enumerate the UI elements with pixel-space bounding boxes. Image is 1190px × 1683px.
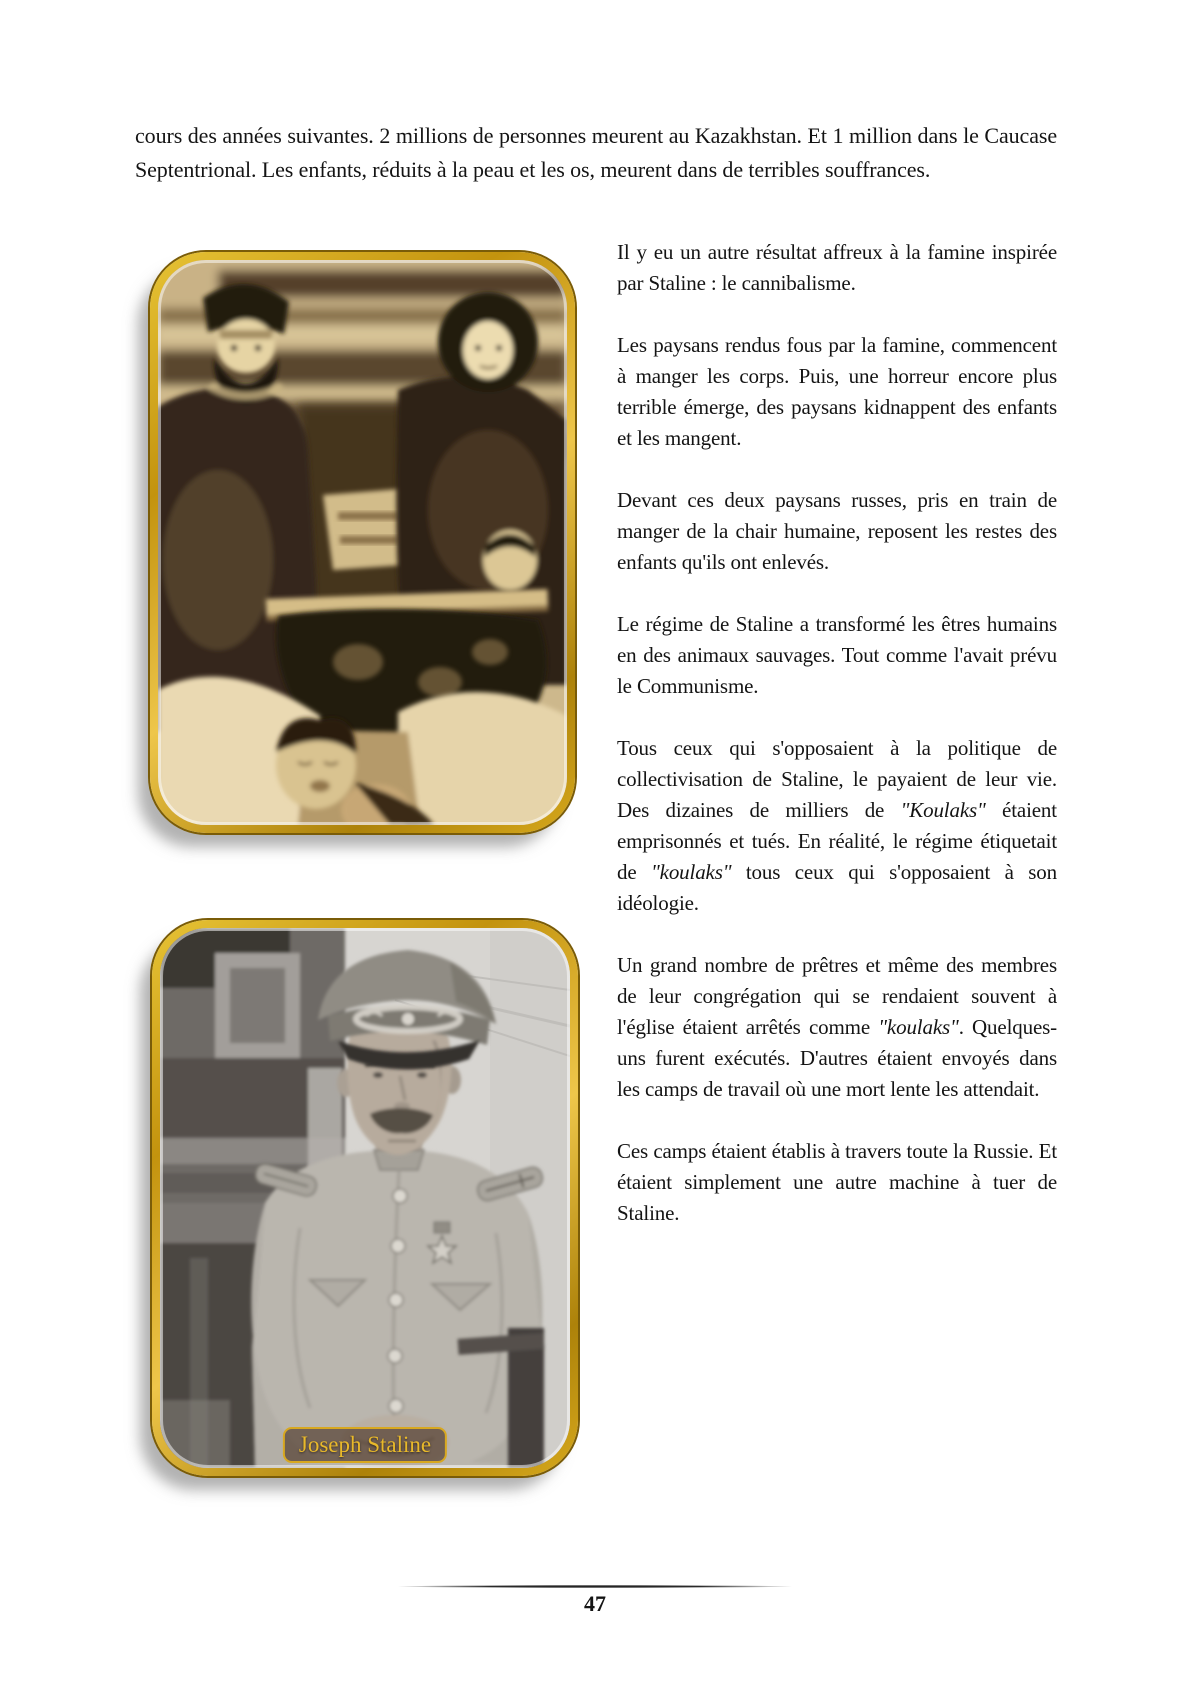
paragraph: Il y eu un autre résultat affreux à la famine inspirée par Staline : le cannibalisme. [617, 240, 1057, 295]
stalin-photo [152, 920, 578, 1476]
paragraph: Un grand nombre de prêtres et même des membres de leur congrégation qui se rendaient souvent à l'église étaient arrêtés comme "koulaks". Quelques-uns furent exécutés. D'autres étaient envoyés dans les camps de travail où une mort lente les attendait. [617, 953, 1057, 1101]
stalin-caption-label [283, 1427, 447, 1463]
intro-paragraph: cours des années suivantes. 2 millions de personnes meurent au Kazakhstan. Et 1 million dans le Caucase Septentrional. Les enfants, réduits à la peau et les os, meurent dans de terribles souffrances. [135, 123, 1057, 182]
famine-photo-inner [158, 260, 567, 825]
stalin-photo-inner [160, 928, 570, 1468]
paragraph: Ces camps étaient établis à travers toute la Russie. Et étaient simplement une autre machine à tuer de Staline. [617, 1139, 1057, 1225]
famine-photo-illustration [158, 260, 567, 825]
stalin-caption-text: Joseph Staline [298, 1432, 432, 1457]
page-number: 47 [584, 1591, 606, 1616]
footer-divider [395, 1585, 795, 1588]
paragraph: Devant ces deux paysans russes, pris en train de manger de la chair humaine, reposent les restes des enfants qu'ils ont enlevés. [617, 488, 1057, 574]
paragraph: Les paysans rendus fous par la famine, commencent à manger les corps. Puis, une horreur encore plus terrible émerge, des paysans kidnappent des enfants et les mangent. [617, 333, 1057, 450]
famine-photo [150, 252, 575, 833]
paragraph: Tous ceux qui s'opposaient à la politique de collectivisation de Staline, le payaient de leur vie. Des dizaines de milliers de "Koulaks" étaient emprisonnés et tués. En réalité, le régime étiquetait de "koulaks" tous ceux qui s'opposaient à son idéologie. [617, 736, 1058, 915]
stalin-portrait-illustration [160, 928, 570, 1468]
body-text-column [617, 237, 1057, 1229]
paragraph: Le régime de Staline a transformé les êtres humains en des animaux sauvages. Tout comme l'avait prévu le Communisme. [617, 612, 1057, 698]
